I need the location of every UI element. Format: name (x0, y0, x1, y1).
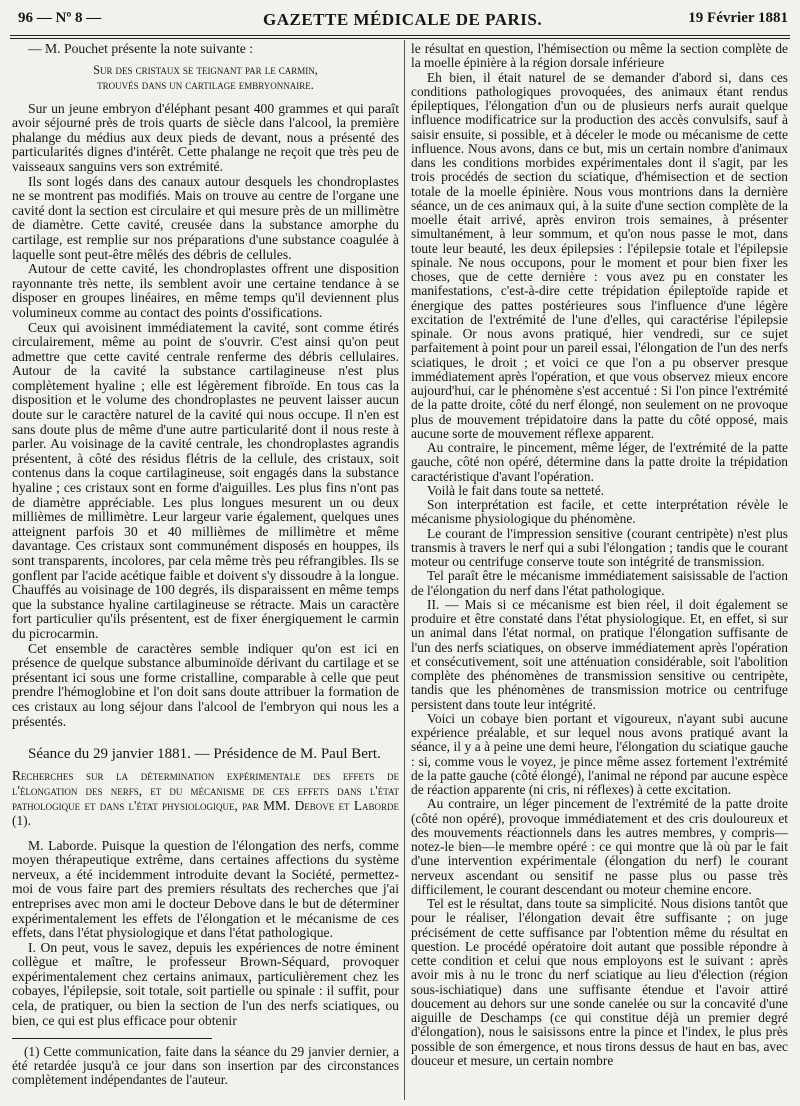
paragraph: le résultat en question, l'hémisection ou même la section complète de la moelle épinière à la région dorsale inférieure (411, 41, 788, 71)
paragraph: II. — Mais si ce mécanisme est bien réel, il doit également se produire et être constaté dans l'état physiologique. Et, en effet, si sur un animal dans l'état normal, on pratique l'élongation suffisante de l'un des nerfs sciatiques, on observe immédiatement après l'opération et consécutivement, soit une atténuation considérable, soit l'abolition complète des phénomènes de transmission sensitive ou centripète, tandis que les phénomènes de transmission motrice ou centrifuge persistent dans toute leur intégrité. (411, 596, 788, 712)
paragraph: M. Laborde. Puisque la question de l'élongation des nerfs, comme moyen thérapeutique extrême, dans certaines affections du système nerveux, a été incidemment introduite devant la Société, permettez-moi de vous faire part des premiers résultats des recherches que j'ai entreprises avec mon ami le docteur Debove dans le but de déterminer expérimentalement les effets de l'élongation et le mécanisme de ces effets, dans l'état physiologique et dans l'état pathologique. (12, 837, 399, 941)
session-heading: Séance du 29 janvier 1881. — Présidence de M. Paul Bert. (28, 746, 381, 763)
paragraph: Eh bien, il était naturel de se demander d'abord si, dans ces conditions pathologiques provoquées, des animaux étant rendus épileptiques, l'élongation d'un ou de plusieurs nerfs aurait quelque influence modificatrice sur la production des accès convulsifs, sauf à saisir ensuite, si possible, et à déceler le mode ou mécanisme de cette influence. Nous avons, dans ce but, mis un certain nombre d'animaux dans les conditions morbides expérimentales dont il s'agit, par les trois procédés de section du sciatique, d'hémisection et de section totale de la moelle épinière. Nous vous montrions dans la dernière séance, un de ces animaux qui, à la suite d'une section complète de la moelle était arrivé, après environ trois semaines, à présenter simultanément, à leur sommum, et qu'on nous passe le mot, dans toute leur beauté, les deux épilepsies : l'épilepsie totale et l'épilepsie spinale. Ne nous occupons, pour le moment et pour bien fixer les choses, que de cette dernière : vous avez pu en constater les manifestations, c'est-à-dire cette trépidation épileptoïde rapide et énergique des pattes postérieures sous l'influence d'une légère excitation de l'extrémité de l'une d'elles, qui caractérise l'épilepsie spinale. Or nous avons pratiqué, hier vendredi, sur ce sujet parfaitement à point pour un pareil essai, l'élongation de l'un des nerfs sciatiques, le droit ; et voici ce que l'on a pu observer presque immédiatement après l'opération, et que vous observez mieux encore aujourd'hui, car le phénomène s'est accentué : Si l'on pince l'extrémité de la patte droite, côté du nerf élongé, non seulement on ne provoque plus de mouvement trépidatoire dans la patte du côté opposé, mais aucune sorte de mouvement réflexe apparent. (411, 69, 788, 441)
paragraph: Voici un cobaye bien portant et vigoureux, n'ayant subi aucune expérience préalable, et sur lequel nous avons pratiqué avant la séance, il y a à peine une demi heure, l'élongation du sciatique gauche : si, comme vous le voyez, je pince même assez fortement l'extrémité de la patte gauche (côté élongé), l'animal ne répond par aucune espèce de réaction apparente (ni cris, ni réflexes) à cette excitation. (411, 710, 788, 797)
paragraph: Ceux qui avoisinent immédiatement la cavité, sont comme étirés circulairement, même au point de s'ouvrir. C'est ainsi qu'on peut admettre que cette cavité centrale renferme des débris cellulaires. Autour de la cavité la substance cartilagineuse n'est plus complètement hyaline ; elle est légèrement fibroïde. En tous cas la disposition et le volume des chondroplastes ne peuvent laisser aucun doute sur le caractère naturel de la cavité qui nous occupe. Il n'en est sans doute plus de même d'une autre particularité dont il nous reste à parler. Au voisinage de la cavité centrale, les chondroplastes agrandis présentent, à côté des résidus flétris de la cellule, des cristaux, soit contenus dans la coque cartilagineuse, soit engagés dans la substance hyaline ; ces cristaux sont en forme d'aiguilles. Les plus fins n'ont pas de diamètre appréciable. Les plus longues mesurent un ou deux millièmes de millimètre. Leur largeur varie également, quelques unes atteignent parfois 30 et 40 millièmes de millimètre et même davantage. Ces cristaux sont communément disposés en houppes, ils sont transparents, incolores, par cela même très peu réfrangibles. Ils se gonflent par l'acide acétique faible et doivent s'y dissoudre à la longue. Chauffés au voisinage de 100 degrés, ils disparaissent en même temps que la substance hyaline cartilagineuse se rétracte. Mais un caractère fort particulier qu'ils présentent, est de fixer énergiquement le carmin du picrocarmin. (12, 319, 399, 641)
page-header (18, 8, 788, 34)
footnote: (1) Cette communication, faite dans la séance du 29 janvier dernier, a été retardée jusqu'à ce jour dans son insertion par des circonstances complètement indépendantes de l'auteur. (12, 1044, 399, 1088)
intro-line: — M. Pouchet présente la note suivante : (28, 41, 254, 56)
left-column (12, 42, 399, 1088)
subheading-line-1: Sur des cristaux se teignant par le carmin, (93, 62, 318, 77)
subheading-line-2: trouvés dans un cartilage embryonnaire. (97, 77, 314, 92)
paragraph: Son interprétation est facile, et cette interprétation révèle le mécanisme physiologique du phénomène. (411, 497, 788, 527)
right-column (411, 42, 788, 1068)
journal-title: GAZETTE MÉDICALE DE PARIS. (263, 10, 543, 29)
paragraph: Voilà le fait dans toute sa netteté. (427, 482, 605, 498)
paragraph: Tel paraît être le mécanisme immédiatement saisissable de l'action de l'élongation du nerf dans l'état pathologique. (411, 568, 788, 598)
paragraph: Autour de cette cavité, les chondroplastes offrent une disposition rayonnante très nette, ils semblent avoir une certaine tendance à se disposer en groupes linéaires, en même temps qu'il deviennent plus volumineux comme au contact des points d'ossifications. (12, 261, 399, 320)
paragraph: Sur un jeune embryon d'éléphant pesant 400 grammes et qui paraît avoir séjourné près de trois quarts de siècle dans l'alcool, la première phalange du médius aux deux pieds de devant, nous a présenté des particularités dignes d'intérêt. Cette phalange ne reçoit que très peu de vaisseaux sanguins vers son extrémité. (12, 100, 399, 174)
paragraph: Au contraire, le pincement, même léger, de l'extrémité de la patte gauche, côté non opéré, détermine dans la patte droite la trépidation caractéristique d'avant l'opération. (411, 440, 788, 484)
paragraph: Tel est le résultat, dans toute sa simplicité. Nous disions tantôt que pour le réaliser, l'élongation devait être suffisante ; on juge précisément de cette suffisance par l'obtention même du résultat en question. Le procédé opératoire doit autant que possible répondre à cette condition et celui que nous employons est le suivant : après avoir mis à nu le tronc du nerf sciatique au lieu d'élection (région sous-ischiatique) dans une suffisante étendue et l'avoir attiré doucement au dehors sur une sonde canelée ou sur la concavité d'une aiguille de Deschamps (ce qui constitue déjà un premier degré d'élongation), nous le saisissons entre la pince et l'index, le plus près possible de son émergence, et nous tirons dessus de haut en bas, avec douceur et mesure, un certain nombre (411, 896, 788, 1068)
paragraph: Ils sont logés dans des canaux autour desquels les chondroplastes ne se montrent pas modifiés. Mais on trouve au centre de l'organe une cavité dont la section est circulaire et qui mesure près de un millimètre de diamètre. Cette cavité, creusée dans la substance amorphe du cartilage, est remplie sur nos préparations d'une substance coagulée à laquelle sont peut-être mêlés des débris de cellules. (12, 173, 399, 262)
page-number: 96 — Nº 8 — (18, 10, 102, 26)
footnote-rule (12, 1038, 212, 1039)
issue-date: 19 Février 1881 (688, 10, 788, 26)
paragraph: Cet ensemble de caractères semble indiquer qu'on est ici en présence de quelque substance albuminoïde dérivant du cartilage et se présentant ici sous une forme cristalline, comparable à celle que peut prendre l'hémoglobine et l'on doit sans doute attribuer la formation de ces cristaux au long séjour dans l'alcool de l'embryon qui nous les a présentés. (12, 640, 399, 729)
paragraph: Au contraire, un léger pincement de l'extrémité de la patte droite (côté non opéré), provoque immédiatement et des cris douloureux et des mouvements réactionnels dans les autres membres, y compris—notez-le bien—le membre opéré : ce qui montre que là où par le fait d'une intervention expérimentale (élongation du nerf) le courant nerveux ascendant ou sensitif ne passe plus ou passe très difficilement, le courant descendant ou moteur chemine encore. (411, 796, 788, 897)
header-rule (10, 35, 790, 36)
research-title: Recherches sur la détermination expérimentale des effets de l'élongation des nerfs, et du mécanisme de ces effets dans l'état pathologique et dans l'état physiologique, par MM. Debove et Laborde (1). (12, 767, 399, 829)
article-subheading (12, 63, 399, 93)
column-divider (404, 40, 405, 1100)
paragraph: I. On peut, vous le savez, depuis les expériences de notre éminent collègue et maître, le professeur Brown-Séquard, provoquer expérimentalement chez certains animaux, particulièrement chez les cobayes, l'épilepsie, soit totale, soit partielle ou spinale : il suffit, pour cela, de pratiquer, ou bien la section de l'un des nerfs sciatiques, ou bien, ce qui est plus efficace pour obtenir (12, 939, 399, 1028)
paragraph: Le courant de l'impression sensitive (courant centripète) n'est plus transmis à travers le nerf qui a subi l'élongation ; tandis que le courant moteur ou centrifuge conserve toute son intégrité de transmission. (411, 525, 788, 569)
header-rule-thin (10, 38, 790, 39)
